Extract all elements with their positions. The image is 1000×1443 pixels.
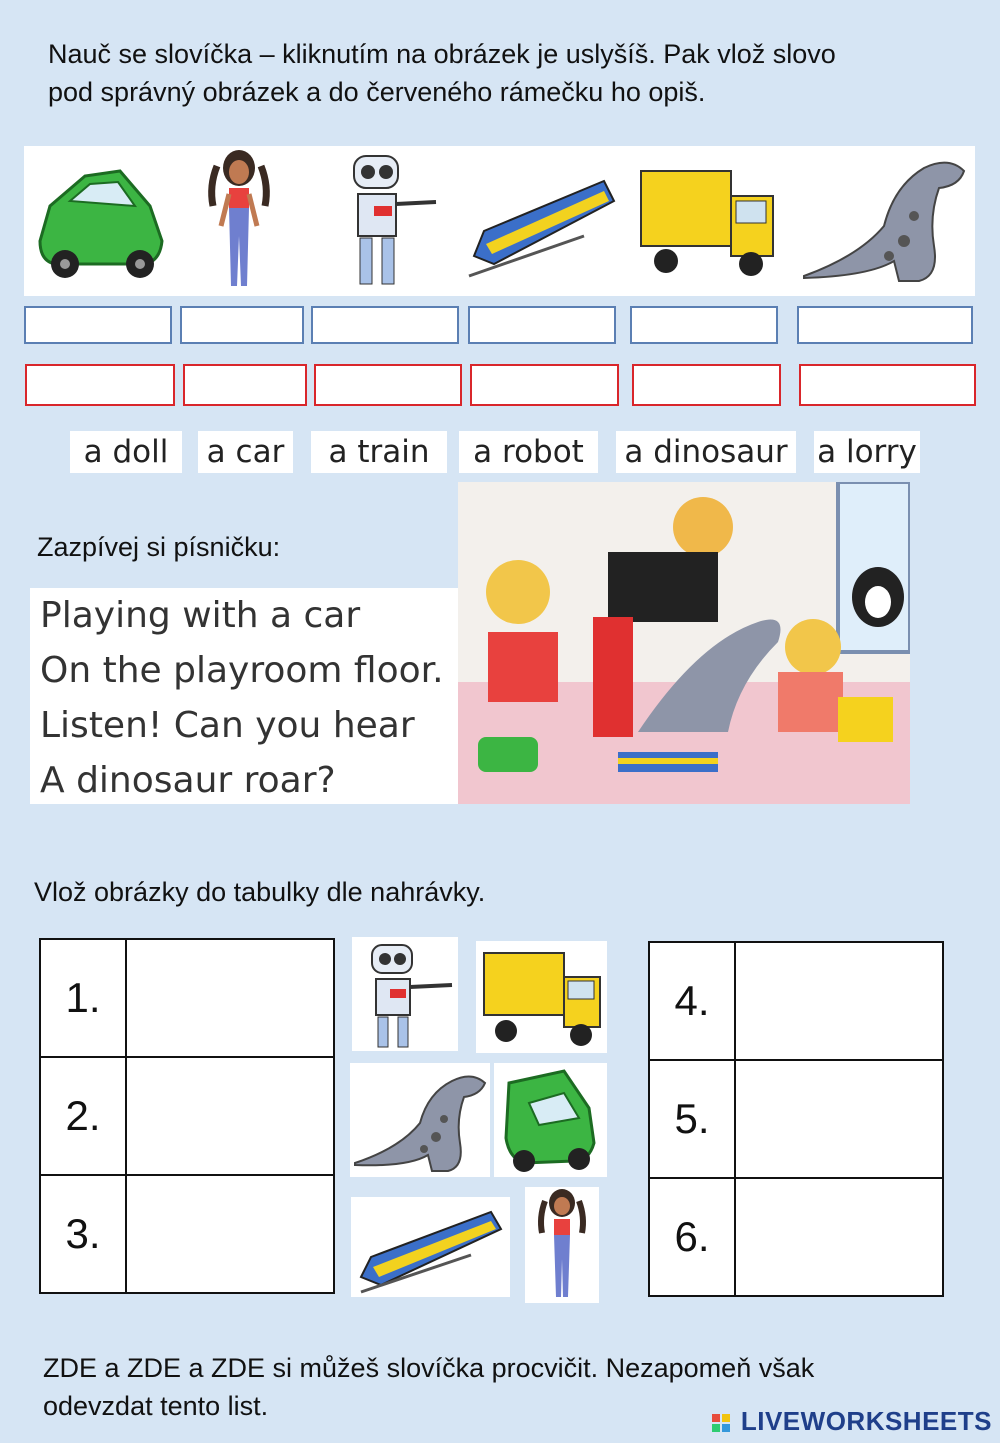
song-line-1: Playing with a car xyxy=(40,595,361,636)
order-table-right xyxy=(648,941,944,1297)
drop-slot-4[interactable] xyxy=(735,942,943,1060)
practice-text xyxy=(43,1349,814,1425)
song-line-2: On the playroom floor. xyxy=(40,650,444,691)
train-picture[interactable] xyxy=(464,146,624,296)
row-number-1: 1. xyxy=(40,939,126,1057)
row-number-6: 6. xyxy=(649,1178,735,1296)
dinosaur-picture[interactable] xyxy=(799,146,969,296)
song-label: Zazpívej si písničku: xyxy=(37,532,281,562)
lorry-picture[interactable] xyxy=(636,146,781,296)
word-box-4[interactable] xyxy=(468,306,616,344)
row-number-4: 4. xyxy=(649,942,735,1060)
practice-line-1[interactable]: ZDE a ZDE a ZDE si můžeš slovíčka procvičit. Nezapomeň však xyxy=(43,1353,815,1383)
song-line-3: Listen! Can you hear xyxy=(40,705,415,746)
liveworksheets-logo[interactable] xyxy=(711,1406,992,1437)
drag-lorry-picture[interactable] xyxy=(476,941,607,1053)
word-box-5[interactable] xyxy=(630,306,778,344)
drop-slot-3[interactable] xyxy=(126,1175,334,1293)
instruction-line-2: pod správný obrázek a do červeného rámečku ho opiš. xyxy=(48,77,706,107)
robot-picture[interactable] xyxy=(324,146,444,296)
practice-line-2: odevzdat tento list. xyxy=(43,1391,269,1421)
word-box-3[interactable] xyxy=(311,306,459,344)
drag-doll-picture[interactable] xyxy=(525,1187,599,1303)
copy-input-3[interactable] xyxy=(314,364,462,406)
drop-slot-5[interactable] xyxy=(735,1060,943,1178)
word-card-lorry[interactable]: a lorry xyxy=(814,431,920,473)
word-box-1[interactable] xyxy=(24,306,172,344)
row-number-2: 2. xyxy=(40,1057,126,1175)
logo-icon xyxy=(711,1413,733,1433)
drop-slot-2[interactable] xyxy=(126,1057,334,1175)
word-card-dinosaur[interactable]: a dinosaur xyxy=(616,431,796,473)
table-label: Vlož obrázky do tabulky dle nahrávky. xyxy=(34,877,486,907)
copy-input-4[interactable] xyxy=(470,364,619,406)
word-card-train[interactable]: a train xyxy=(311,431,447,473)
drag-train-picture[interactable] xyxy=(351,1197,510,1297)
playroom-illustration xyxy=(458,482,910,804)
order-table-left xyxy=(39,938,335,1294)
instruction-text xyxy=(48,35,836,111)
song-line-4: A dinosaur roar? xyxy=(40,760,336,801)
logo-text: LIVEWORKSHEETS xyxy=(740,1406,992,1436)
car-picture[interactable] xyxy=(30,146,170,296)
copy-input-1[interactable] xyxy=(25,364,175,406)
song-lyrics xyxy=(30,588,460,804)
word-card-robot[interactable]: a robot xyxy=(459,431,598,473)
picture-strip xyxy=(24,146,975,296)
copy-input-2[interactable] xyxy=(183,364,307,406)
instruction-line-1: Nauč se slovíčka – kliknutím na obrázek je uslyšíš. Pak vlož slovo xyxy=(48,39,836,69)
drag-car-picture[interactable] xyxy=(494,1063,607,1177)
doll-picture[interactable] xyxy=(199,146,279,296)
row-number-3: 3. xyxy=(40,1175,126,1293)
word-card-doll[interactable]: a doll xyxy=(70,431,182,473)
copy-input-5[interactable] xyxy=(632,364,781,406)
word-card-car[interactable]: a car xyxy=(198,431,293,473)
drag-robot-picture[interactable] xyxy=(352,937,458,1051)
word-box-6[interactable] xyxy=(797,306,973,344)
row-number-5: 5. xyxy=(649,1060,735,1178)
drop-slot-6[interactable] xyxy=(735,1178,943,1296)
drag-dinosaur-picture[interactable] xyxy=(350,1063,490,1177)
drop-slot-1[interactable] xyxy=(126,939,334,1057)
word-box-2[interactable] xyxy=(180,306,304,344)
copy-input-6[interactable] xyxy=(799,364,976,406)
